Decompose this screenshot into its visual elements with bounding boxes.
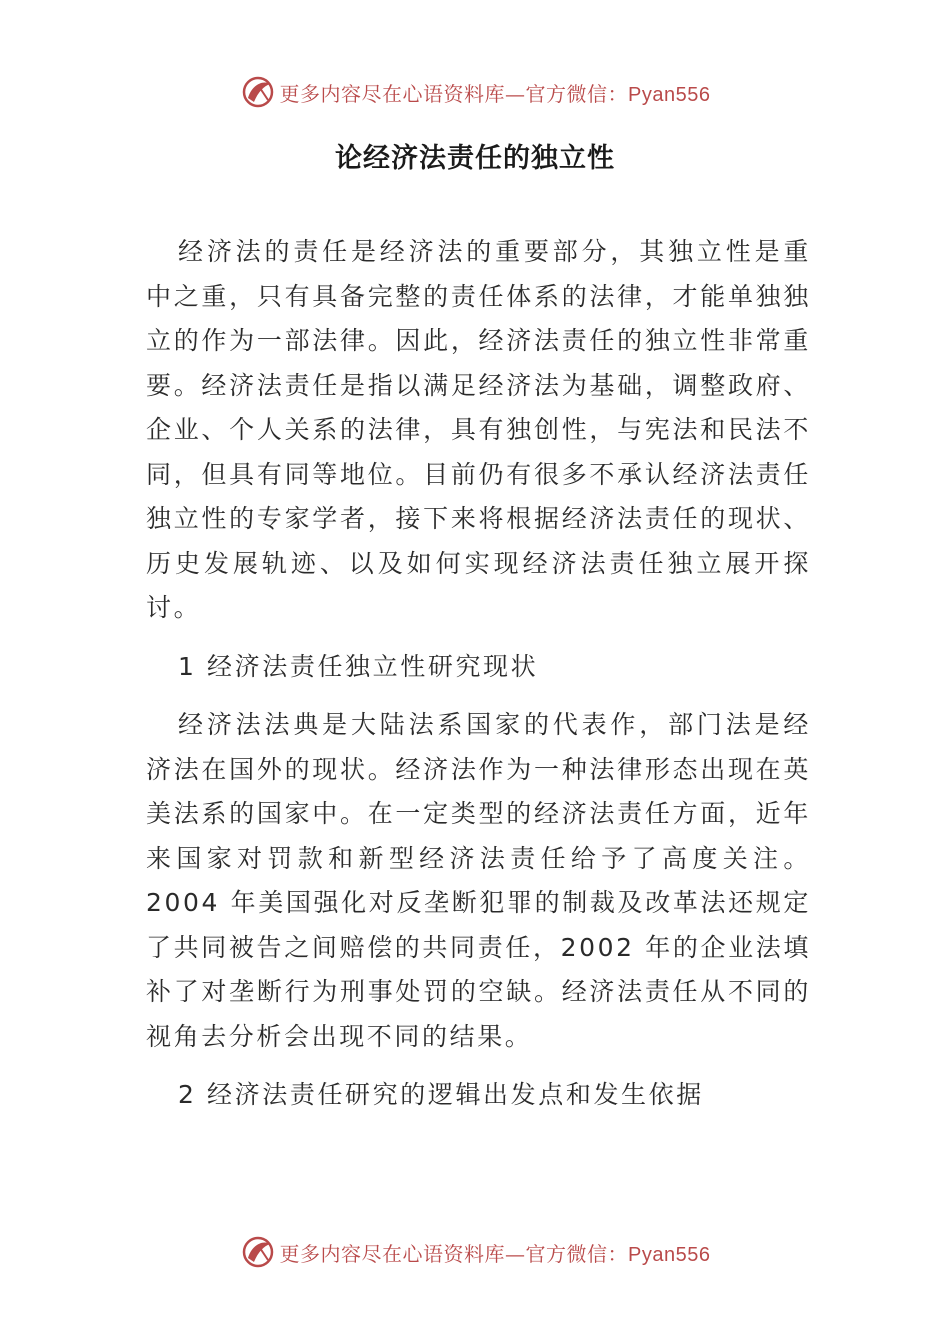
section-heading-1: 1 经济法责任独立性研究现状 — [178, 651, 539, 681]
wechat-account: Pyan556 — [628, 1243, 711, 1266]
header-banner — [0, 70, 950, 114]
brand-logo-icon — [240, 1234, 276, 1270]
document-title: 论经济法责任的独立性 — [335, 143, 615, 174]
wechat-account: Pyan556 — [628, 83, 711, 106]
paragraph-section-1: 经济法法典是大陆法系国家的代表作，部门法是经济法在国外的现状。经济法作为一种法律形态出现在英美法系的国家中。在一定类型的经济法责任方面，近年来国家对罚款和新型经济法责任给予了高度关注。2004 年美国强化对反垄断犯罪的制裁及改革法还规定了共同被告之间赔偿的共同责任，2002 年的企业法填补了对垄断行为刑事处罚的空缺。经济法责任从不同的视角去分析会出现不同的结果。 — [146, 710, 811, 1051]
banner-text: 更多内容尽在心语资料库—官方微信：Pyan556 — [279, 81, 711, 106]
paragraph-intro: 经济法的责任是经济法的重要部分，其独立性是重中之重，只有具备完整的责任体系的法律，才能单独独立的作为一部法律。因此，经济法责任的独立性非常重要。经济法责任是指以满足经济法为基础，调整政府、企业、个人关系的法律，具有独创性，与宪法和民法不同，但具有同等地位。目前仍有很多不承认经济法责任独立性的专家学者，接下来将根据经济法责任的现状、历史发展轨迹、以及如何实现经济法责任独立展开探讨。 — [146, 237, 811, 622]
brand-logo-icon — [240, 74, 276, 110]
banner-text: 更多内容尽在心语资料库—官方微信：Pyan556 — [279, 1241, 711, 1266]
section-heading-2: 2 经济法责任研究的逻辑出发点和发生依据 — [178, 1080, 704, 1109]
footer-banner — [0, 1230, 950, 1274]
document-body — [146, 230, 811, 1132]
